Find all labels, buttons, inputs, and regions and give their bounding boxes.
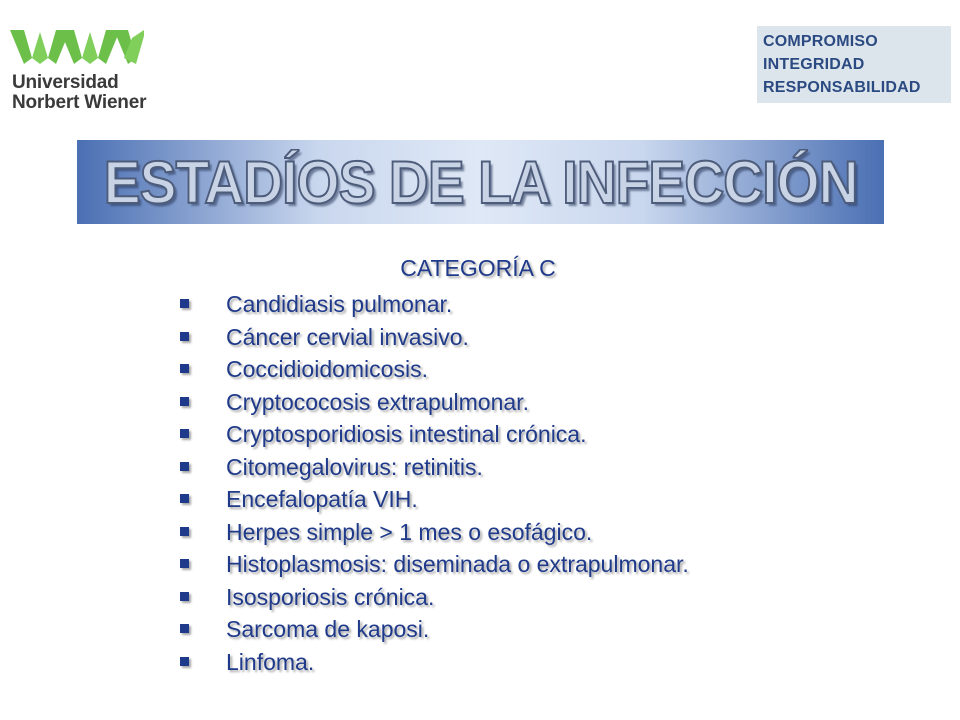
list-item-text: Citomegalovirus: retinitis. [226,453,483,480]
list-item-text: Sarcoma de kaposi. [226,616,430,642]
category-label: CATEGORÍA C [400,255,556,281]
list-item-text: Candidiasis pulmonar. [226,291,453,317]
square-bullet-icon [180,397,189,406]
value-responsabilidad: RESPONSABILIDAD [763,79,921,96]
list-item-text: Herpes simple > 1 mes o esofágico. [226,518,593,545]
title-banner [77,140,884,224]
value-compromiso: COMPROMISO [763,33,878,50]
square-bullet-icon [180,559,189,568]
square-bullet-icon [180,332,189,341]
square-bullet-icon [180,592,189,601]
list-item-text: Encefalopatía VIH. [226,486,418,512]
list-item-text: Isosporiosis crónica. [226,583,435,610]
values-box [757,26,951,103]
square-bullet-icon [180,429,189,438]
square-bullet-icon [180,657,189,666]
square-bullet-icon [180,364,189,373]
list-item-text: Cáncer cervial invasivo. [226,323,469,350]
square-bullet-icon [180,494,189,503]
list-item-text: Linfoma. [226,648,315,675]
list-item-text: Cryptosporidiosis intestinal crónica. [226,421,587,447]
logo-line-1: Universidad [12,72,119,93]
university-logo [10,28,170,118]
square-bullet-icon [180,624,189,633]
category-subtitle [0,255,960,282]
list-item-text: Cryptococosis extrapulmonar. [226,388,529,415]
book-logo-icon [10,28,150,68]
square-bullet-icon [180,299,189,308]
logo-line-2: Norbert Wiener [12,92,147,113]
square-bullet-icon [180,527,189,536]
page-title: ESTADÍOS DE LA INFECCIÓN [103,148,858,216]
value-integridad: INTEGRIDAD [763,56,865,73]
list-item-text: Coccidioidomicosis. [226,356,428,382]
square-bullet-icon [180,462,189,471]
list-item-text: Histoplasmosis: diseminada o extrapulmonar. [226,551,689,577]
